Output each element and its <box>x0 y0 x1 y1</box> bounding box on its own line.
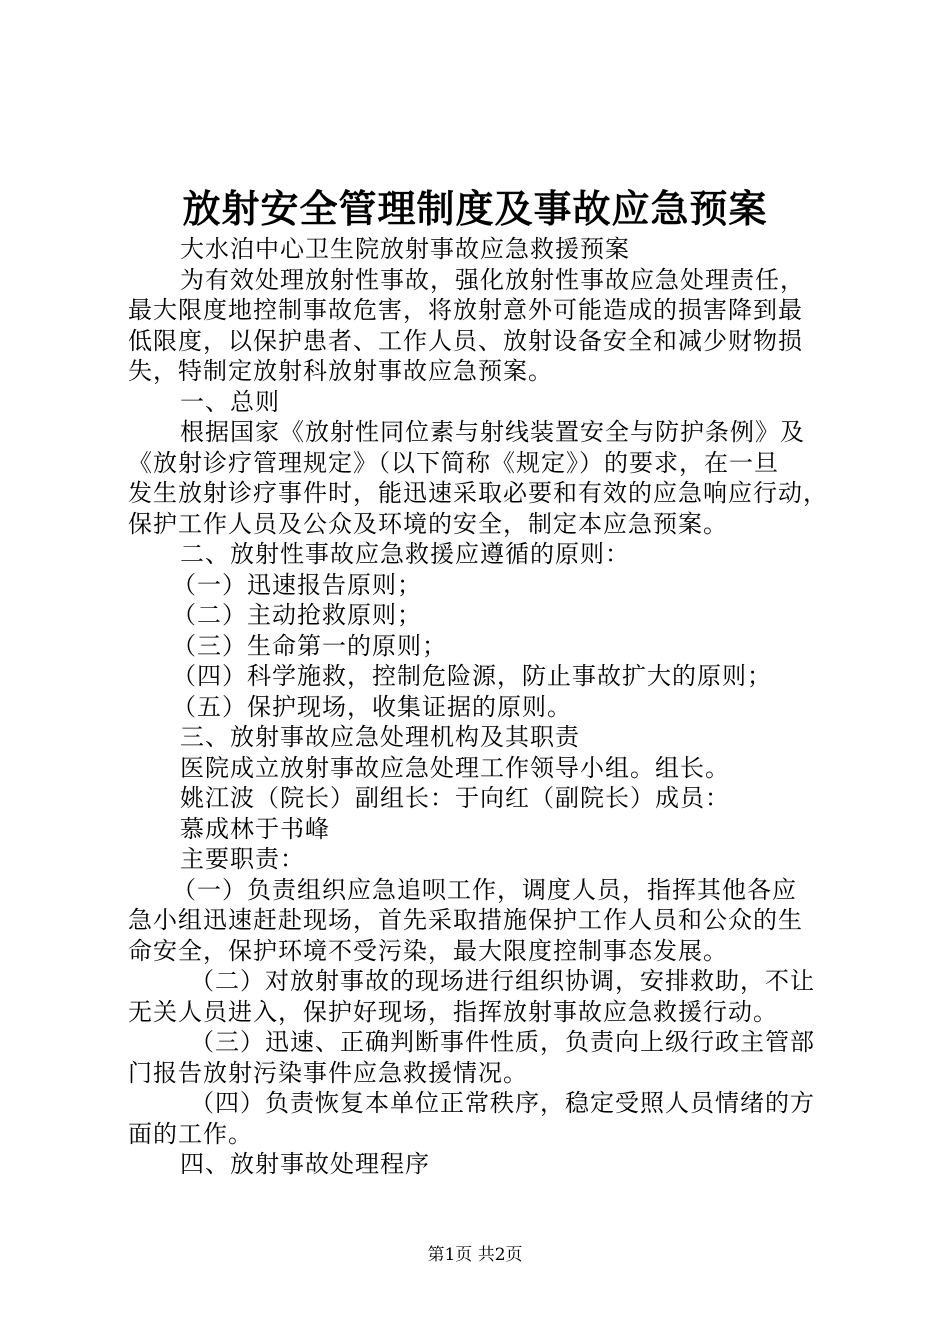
paragraph-line: 失，特制定放射科放射事故应急预案。 <box>128 357 553 385</box>
paragraph-line: 主要职责： <box>180 845 305 873</box>
list-item: （二）对放射事故的现场进行组织协调，安排救助，不让 <box>190 967 815 995</box>
paragraph-line: 为有效处理放射性事故，强化放射性事故应急处理责任， <box>180 265 805 294</box>
list-item: （三）迅速、正确判断事件性质，负责向上级行政主管部 <box>190 1028 815 1056</box>
list-item: （四）科学施救，控制危险源，防止事故扩大的原则； <box>172 662 772 690</box>
list-item: （三）生命第一的原则； <box>172 631 447 660</box>
paragraph-line: 命安全，保护环境不受污染，最大限度控制事态发展。 <box>128 936 728 965</box>
paragraph-line: 最大限度地控制事故危害，将放射意外可能造成的损害降到最 <box>128 296 803 324</box>
document-body <box>128 234 848 1180</box>
page-number-footer: 第1页 共2页 <box>427 1245 523 1265</box>
list-item: （四）负责恢复本单位正常秩序，稳定受照人员情绪的方 <box>190 1089 815 1117</box>
list-item: （一）负责组织应急追呗工作，调度人员，指挥其他各应 <box>172 875 797 904</box>
paragraph-line: 大水泊中心卫生院放射事故应急救援预案 <box>180 235 630 263</box>
section-heading: 二、放射性事故应急救援应遵循的原则： <box>180 540 630 568</box>
paragraph-line: 保护工作人员及公众及环境的安全，制定本应急预案。 <box>128 509 728 538</box>
paragraph-line: 根据国家《放射性同位素与射线装置安全与防护条例》及 <box>180 418 805 446</box>
paragraph-line: 急小组迅速赶赴现场，首先采取措施保护工作人员和公众的生 <box>128 906 803 934</box>
paragraph-line: 低限度，以保护患者、工作人员、放射设备安全和减少财物损 <box>128 326 803 355</box>
section-heading: 一、总则 <box>180 387 280 416</box>
paragraph-line: 姚江波（院长）副组长：于向红（副院长）成员： <box>180 784 730 812</box>
paragraph-line: 《放射诊疗管理规定》（以下简称《规定》）的要求，在一旦 <box>128 448 779 477</box>
list-item: （二）主动抢救原则； <box>172 601 422 629</box>
paragraph-line: 医院成立放射事故应急处理工作领导小组。组长。 <box>180 753 730 782</box>
section-heading: 四、放射事故处理程序 <box>180 1150 430 1178</box>
list-item: （一）迅速报告原则； <box>172 570 422 599</box>
paragraph-line: 门报告放射污染事件应急救援情况。 <box>128 1058 528 1087</box>
section-heading: 三、放射事故应急处理机构及其职责 <box>180 723 580 751</box>
paragraph-line: 无关人员进入，保护好现场，指挥放射事故应急救援行动。 <box>128 997 778 1026</box>
paragraph-line: 发生放射诊疗事件时，能迅速采取必要和有效的应急响应行动， <box>128 479 828 507</box>
document-title: 放射安全管理制度及事故应急预案 <box>182 186 768 231</box>
paragraph-line: 面的工作。 <box>128 1119 253 1148</box>
paragraph-line: 慕成林于书峰 <box>180 814 330 843</box>
list-item: （五）保护现场，收集证据的原则。 <box>172 692 572 721</box>
